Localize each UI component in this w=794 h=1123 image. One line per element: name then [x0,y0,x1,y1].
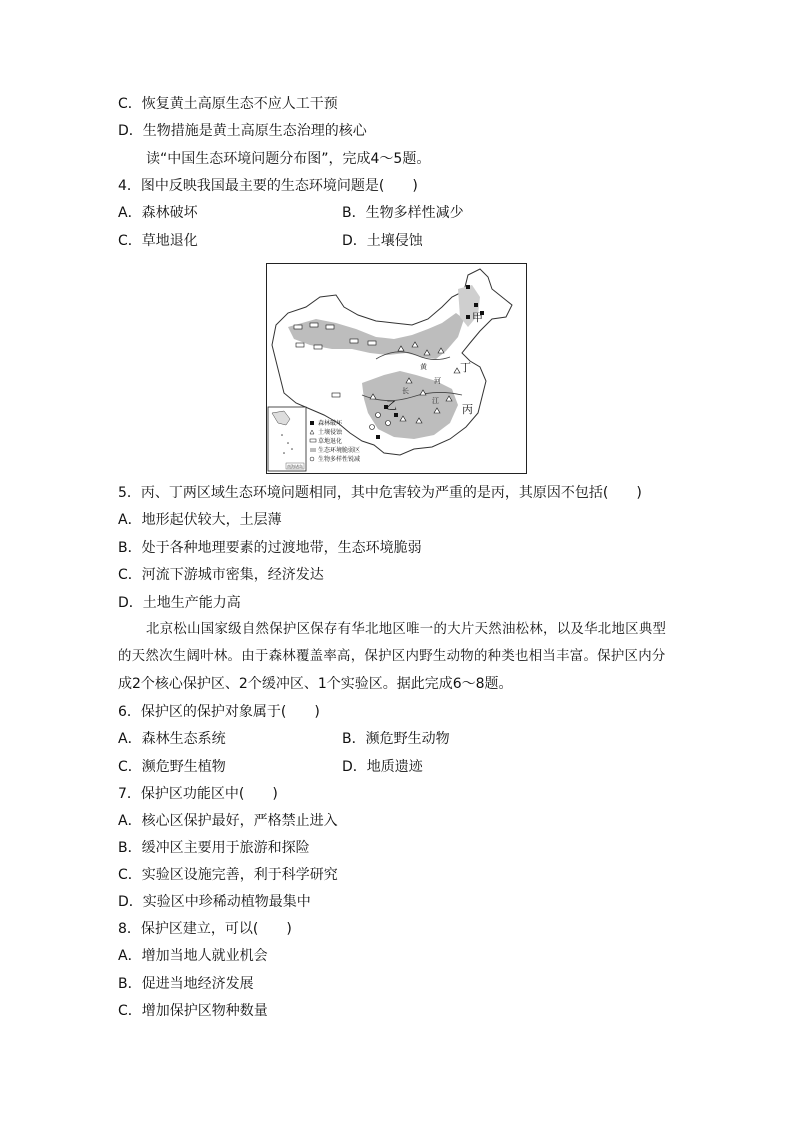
question-4: 4．图中反映我国最主要的生态环境问题是( ) [118,178,418,194]
label-bing: 丙 [462,403,473,416]
question-7: 7．保护区功能区中( ) [118,786,278,802]
question-5: 5．丙、丁两区域生态环境问题相同，其中危害较为严重的是丙，其原因不包括( ) [118,485,642,501]
q6-option-c: C．濒危野生植物 [118,759,226,775]
q4-option-d: D．土壤侵蚀 [342,233,423,249]
q6-option-b: B．濒危野生动物 [342,731,450,747]
q5-option-c: C．河流下游城市密集，经济发达 [118,567,324,583]
passage-line-2: 的天然次生阔叶林。由于森林覆盖率高，保护区内野生动物的种类也相当丰富。保护区内分 [118,649,666,664]
label-he: 河 [434,377,441,385]
q7-option-c: C．实验区设施完善，利于科学研究 [118,867,338,883]
q7-option-a: A．核心区保护最好，严格禁止进入 [118,813,338,829]
q5-option-b: B．处于各种地理要素的过渡地带，生态环境脆弱 [118,540,422,556]
label-chang: 长 [402,387,409,395]
option-c-prev: C．恢复黄土高原生态不应人工干预 [118,96,338,112]
q5-option-d: D．土地生产能力高 [118,595,241,611]
label-jiang: 江 [432,397,439,405]
question-8: 8．保护区建立，可以( ) [118,921,292,937]
q4-option-c: C．草地退化 [118,233,198,249]
legend-biodiversity: 生物多样性锐减 [318,456,361,463]
option-d-prev: D．生物措施是黄土高原生态治理的核心 [118,123,367,139]
q4-option-b: B．生物多样性减少 [342,205,464,221]
q8-option-b: B．促进当地经济发展 [118,976,254,992]
china-eco-map [266,263,527,474]
q6-option-d: D．地质遗迹 [342,759,423,775]
q8-option-c: C．增加保护区物种数量 [118,1003,268,1019]
q4-option-a: A．森林破坏 [118,205,198,221]
legend-grassland: 草地退化 [318,438,343,445]
q7-option-d: D．实验区中珍稀动植物最集中 [118,894,311,910]
q6-option-a: A．森林生态系统 [118,731,226,747]
map-intro: 读“中国生态环境问题分布图”，完成4～5题。 [146,151,431,167]
label-huang: 黄 [420,363,427,371]
inset-note: 南海诸岛 [287,464,303,469]
question-6: 6．保护区的保护对象属于( ) [118,704,320,720]
legend-fragile: 生态环境脆弱区 [318,447,361,454]
legend-erosion: 土壤侵蚀 [318,429,343,436]
legend-forest: 森林破坏 [318,420,343,427]
q8-option-a: A．增加当地人就业机会 [118,948,268,964]
label-ding: 丁 [460,361,471,374]
passage-line-1: 北京松山国家级自然保护区保存有华北地区唯一的大片天然油松林，以及华北地区典型 [146,622,667,637]
q5-option-a: A．地形起伏较大，土层薄 [118,512,282,528]
label-jia: 甲 [472,311,483,324]
passage-line-3: 成2个核心保护区、2个缓冲区、1个实验区。据此完成6～8题。 [118,676,513,692]
label-yi: 乙 [386,399,397,412]
q7-option-b: B．缓冲区主要用于旅游和探险 [118,840,310,856]
